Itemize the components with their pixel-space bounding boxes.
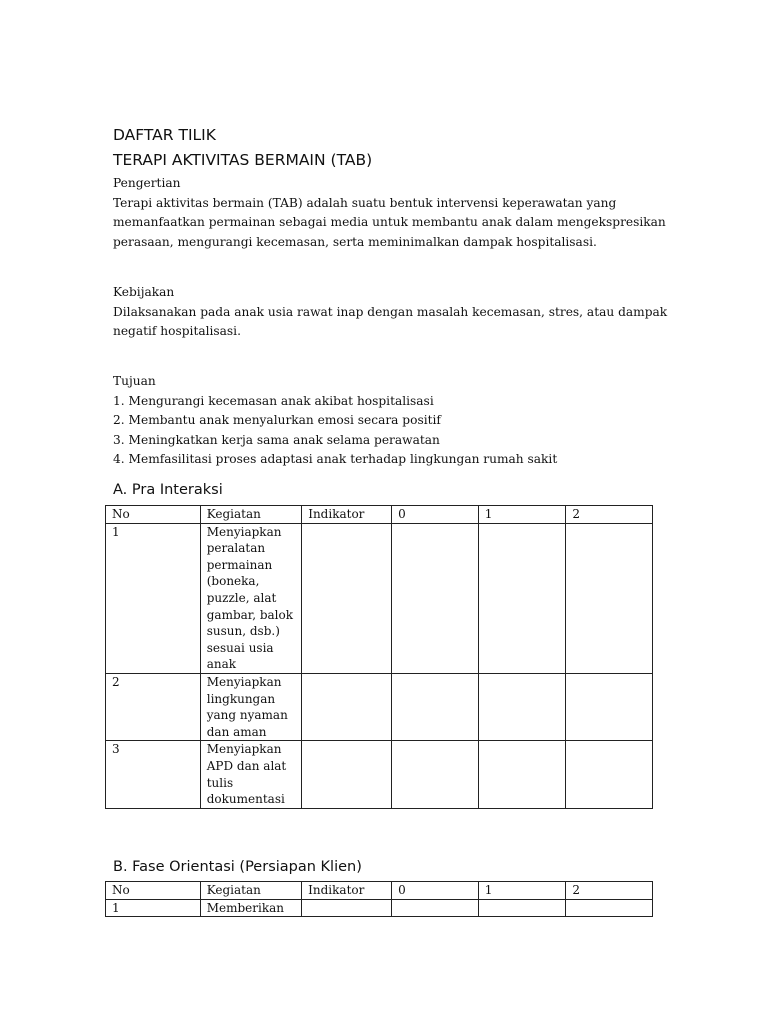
- row-kegiatan: [200, 899, 301, 917]
- header-score-1: 1: [478, 506, 566, 524]
- row-kegiatan: [200, 673, 301, 740]
- table-header-row: [106, 506, 653, 524]
- tujuan-section: [113, 372, 661, 470]
- kegiatan-line: Menyiapkan: [206, 524, 282, 539]
- kegiatan-line: Menyiapkan: [206, 742, 282, 757]
- kegiatan-line: susun, dsb.): [206, 624, 280, 639]
- tujuan-item: 3. Meningkatkan kerja sama anak selama perawatan: [113, 432, 440, 447]
- indikator-cell[interactable]: [302, 899, 392, 917]
- kegiatan-line: (boneka,: [206, 574, 260, 589]
- indikator-cell[interactable]: [302, 741, 392, 808]
- score-1-cell[interactable]: [478, 673, 566, 740]
- kebijakan-line: Dilaksanakan pada anak usia rawat inap dengan masalah kecemasan, stres, atau dampak: [113, 304, 668, 319]
- kebijakan-section: [113, 283, 668, 342]
- header-indikator: Indikator: [302, 882, 392, 900]
- kegiatan-line: peralatan: [206, 541, 266, 556]
- kegiatan-line: dokumentasi: [206, 792, 285, 807]
- score-0-cell[interactable]: [392, 673, 479, 740]
- pengertian-line: perasaan, mengurangi kecemasan, serta meminimalkan dampak hospitalisasi.: [113, 234, 597, 249]
- indikator-cell[interactable]: [302, 673, 392, 740]
- kegiatan-line: tulis: [206, 775, 234, 790]
- score-1-cell[interactable]: [478, 523, 566, 673]
- score-0-cell[interactable]: [392, 741, 479, 808]
- table-header-row: [106, 882, 653, 900]
- pengertian-line: Terapi aktivitas bermain (TAB) adalah suatu bentuk intervensi keperawatan yang: [113, 195, 617, 210]
- pengertian-line: memanfaatkan permainan sebagai media untuk membantu anak dalam mengekspresikan: [113, 215, 666, 229]
- header-indikator: Indikator: [302, 506, 392, 524]
- tujuan-item: 4. Memfasilitasi proses adaptasi anak terhadap lingkungan rumah sakit: [113, 452, 558, 466]
- pengertian-heading: Pengertian: [113, 176, 181, 190]
- header-score-0: 0: [392, 506, 479, 524]
- document-title-line-1: DAFTAR TILIK: [113, 126, 216, 144]
- tujuan-heading: Tujuan: [113, 374, 156, 388]
- score-2-cell[interactable]: [566, 899, 653, 917]
- header-no: No: [106, 882, 201, 900]
- kegiatan-line: puzzle, alat: [206, 590, 277, 605]
- score-2-cell[interactable]: [566, 673, 653, 740]
- tujuan-item: 2. Membantu anak menyalurkan emosi secara positif: [113, 413, 441, 427]
- row-kegiatan: [200, 741, 301, 808]
- header-score-2: 2: [566, 506, 653, 524]
- row-number: 1: [106, 899, 201, 917]
- indikator-cell[interactable]: [302, 523, 392, 673]
- score-2-cell[interactable]: [566, 523, 653, 673]
- header-kegiatan: Kegiatan: [200, 882, 301, 900]
- section-b-heading: B. Fase Orientasi (Persiapan Klien): [113, 859, 362, 875]
- header-kegiatan: Kegiatan: [200, 506, 301, 524]
- row-number: 3: [106, 741, 201, 808]
- kegiatan-line: anak: [206, 657, 237, 672]
- kebijakan-heading: Kebijakan: [113, 285, 175, 299]
- score-2-cell[interactable]: [566, 741, 653, 808]
- score-0-cell[interactable]: [392, 899, 479, 917]
- row-number: 2: [106, 673, 201, 740]
- header-score-1: 1: [478, 882, 566, 900]
- row-kegiatan: [200, 523, 301, 673]
- header-score-2: 2: [566, 882, 653, 900]
- score-1-cell[interactable]: [478, 741, 566, 808]
- kebijakan-line: negatif hospitalisasi.: [113, 324, 241, 338]
- table-row: [106, 899, 653, 917]
- kegiatan-line: dan aman: [206, 724, 267, 739]
- kegiatan-line: Menyiapkan: [206, 674, 282, 689]
- table-row: [106, 741, 653, 808]
- kegiatan-line: permainan: [206, 557, 273, 572]
- table-row: [106, 523, 653, 673]
- kegiatan-line: Memberikan: [206, 900, 285, 915]
- header-score-0: 0: [392, 882, 479, 900]
- score-1-cell[interactable]: [478, 899, 566, 917]
- row-number: 1: [106, 523, 201, 673]
- score-0-cell[interactable]: [392, 523, 479, 673]
- table-row: [106, 673, 653, 740]
- kegiatan-line: gambar, balok: [206, 607, 294, 622]
- tujuan-item: 1. Mengurangi kecemasan anak akibat hospitalisasi: [113, 393, 434, 408]
- kegiatan-line: sesuai usia: [206, 640, 274, 655]
- header-no: No: [106, 506, 201, 524]
- pengertian-section: [113, 174, 666, 252]
- pra-interaksi-table: [105, 505, 653, 809]
- document-title-line-2: TERAPI AKTIVITAS BERMAIN (TAB): [113, 151, 373, 169]
- section-a-heading: A. Pra Interaksi: [113, 482, 223, 498]
- fase-orientasi-table: [105, 881, 653, 917]
- kegiatan-line: yang nyaman: [206, 708, 288, 723]
- kegiatan-line: lingkungan: [206, 691, 276, 706]
- kegiatan-line: APD dan alat: [206, 758, 287, 773]
